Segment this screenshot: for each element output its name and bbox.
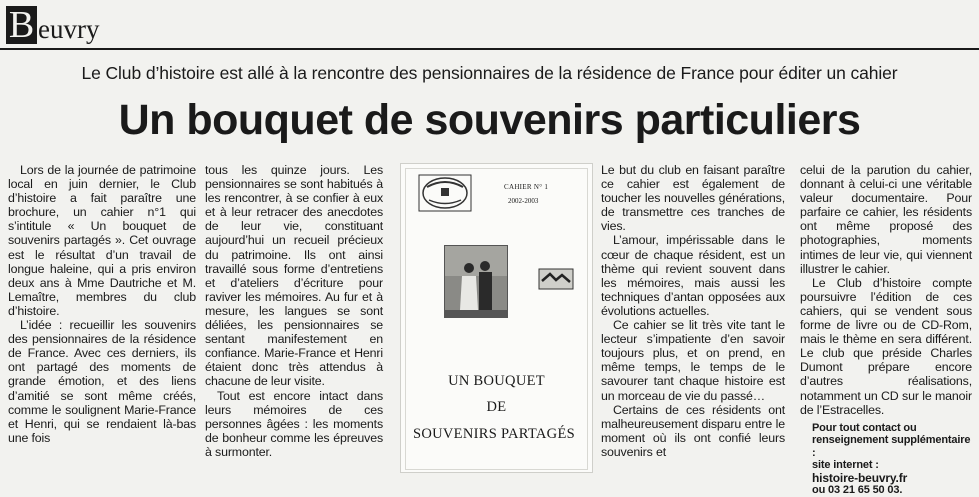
contact-site-label: site internet : xyxy=(812,459,879,472)
rubric-rest: euvry xyxy=(38,14,100,44)
paragraph: Certains de ces résidents ont malheureusement disparu entre le moment où ils ont confié leurs souvenirs et xyxy=(601,402,785,459)
rubric-initial: B xyxy=(6,6,37,44)
paragraph: L’amour, impérissable dans le cœur de chaque résident, est un thème qui revient souvent dans les mémoires, mais aussi les techniques d’antan opposées aux évolutions actuelles. xyxy=(601,233,785,318)
paragraph: Lors de la journée de patrimoine local en juin dernier, le Club d’histoire a fait paraître une brochure, un cahier n°1 qui s’intitule « Un bouquet de souvenirs partagés ». Cet ouvrage est le résultat d’un travail de longue haleine, qui a pris environ deux ans à Mme Dautriche et M. Lemaître, membres du club d’histoire. xyxy=(8,163,196,318)
paragraph: L’idée : recueillir les souvenirs des pensionnaires de la résidence de France. Avec ces derniers, ils ont partagé des moments de grande émotion, et des liens d’amitié se sont même créés, comme le soulignent Marie-France et Henri, qui se rendaient là-bas une fois xyxy=(8,318,196,445)
section-rubric xyxy=(6,6,99,44)
couple-photo-icon xyxy=(444,245,508,318)
booklet-cover-photo xyxy=(400,163,593,473)
paragraph: celui de la parution du cahier, donnant à celui-ci une véritable valeur documentaire. Pour parfaire ce cahier, les résidents ont même proposé des photographies, moments intimes de leur vie, qui viennent illustrer le cahier. xyxy=(800,163,972,276)
contact-intro: Pour tout contact ou renseignement supplémentaire : xyxy=(812,421,971,459)
paragraph: Ce cahier se lit très vite tant le lecteur s’impatiente d’en savoir toujours plus, et on prend, en même temps, le temps de le savourer tant chaque histoire est un morceau de vie du passé… xyxy=(601,318,785,403)
column-4 xyxy=(601,163,785,459)
column-5 xyxy=(800,163,972,497)
cover-title-line-3: SOUVENIRS PARTAGÉS xyxy=(413,426,575,442)
column-2 xyxy=(205,163,383,459)
paragraph: Tout est encore intact dans leurs mémoires de ces personnes âgées : les moments de bonheur comme les épreuves à surmonter. xyxy=(205,388,383,459)
article-headline: Un bouquet de souvenirs particuliers xyxy=(118,96,861,144)
cover-issue-label: CAHIER N° 1 xyxy=(504,183,549,191)
header-rule xyxy=(0,48,979,50)
paragraph: Le but du club en faisant paraître ce cahier est également de toucher les nouvelles générations, de transmettre ces tranches de vies. xyxy=(601,163,785,234)
photo-stamp-icon xyxy=(538,268,574,290)
contact-phone: ou 03 21 65 50 03. xyxy=(812,484,903,497)
cover-title-line-2: DE xyxy=(486,399,507,415)
article-kicker: Le Club d’histoire est allé à la rencontre des pensionnaires de la résidence de France pour éditer un cahier xyxy=(81,63,898,83)
cover-frame xyxy=(405,168,588,470)
club-logo-icon xyxy=(417,173,473,213)
contact-box xyxy=(800,422,972,497)
cover-title-line-1: UN BOUQUET xyxy=(448,373,545,389)
cover-years: 2002-2003 xyxy=(508,197,539,205)
contact-website: histoire-beuvry.fr xyxy=(812,470,908,485)
paragraph: tous les quinze jours. Les pensionnaires se sont habitués à les rencontrer, à se confier à eux et à leur retracer des anecdotes de leur vie, constituant aujourd’hui un recueil précieux du patrimoine. Ils ont ainsi travaillé sous forme d’entretiens et d’ateliers d’écriture pour raviver les mémoires. Au fur et à mesure, les langues se sont déliées, les pensionnaires se sentant manifestement en confiance. Marie-France et Henri étaient donc très attendus à chacune de leur visite. xyxy=(205,163,383,389)
paragraph: Le Club d’histoire compte poursuivre l’édition de ces cahiers, qui se vendent sous forme de livre ou de CD-Rom, mais le thème en sera différent. Le club que préside Charles Dumont prépare encore d’autres réalisations, notamment un CD sur le manoir de l’Estracelles. xyxy=(800,275,972,417)
column-1 xyxy=(8,163,196,445)
